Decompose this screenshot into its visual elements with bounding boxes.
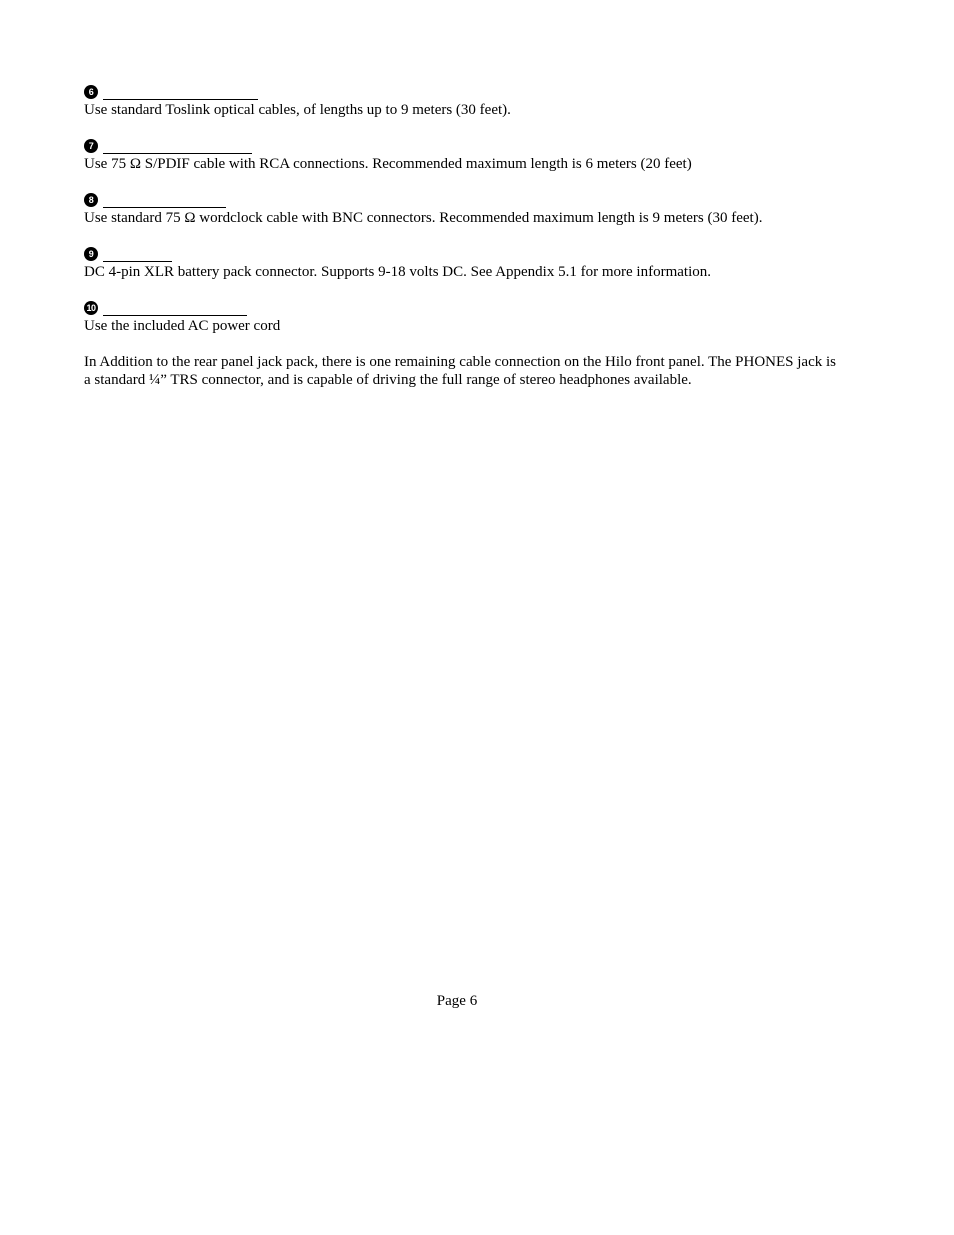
page-number: Page 6: [436, 993, 478, 1009]
section-heading: [84, 191, 844, 209]
circled-number-icon: 7: [84, 139, 98, 153]
section-item-6: [84, 83, 844, 119]
section-heading: [84, 137, 844, 155]
heading-underline: [103, 260, 172, 262]
circled-number-icon: 6: [84, 85, 98, 99]
section-description: Use standard Toslink optical cables, of lengths up to 9 meters (30 feet).: [84, 102, 511, 118]
heading-underline: [103, 98, 258, 100]
section-item-7: [84, 137, 844, 173]
heading-underline: [103, 152, 252, 154]
circled-number-icon: 9: [84, 247, 98, 261]
closing-paragraph: In Addition to the rear panel jack pack, there is one remaining cable connection on the Hilo front panel. The PHONES jack is a standard ¼” TRS connector, and is capable of driving the full range of stereo headphones available.: [84, 354, 836, 388]
section-description: Use standard 75 Ω wordclock cable with BNC connectors. Recommended maximum length is 9 meters (30 feet).: [84, 210, 763, 226]
circled-number-icon: 8: [84, 193, 98, 207]
document-body: [84, 83, 844, 389]
section-heading: [84, 299, 844, 317]
section-heading: [84, 245, 844, 263]
section-item-9: [84, 245, 844, 281]
section-description: Use 75 Ω S/PDIF cable with RCA connections. Recommended maximum length is 6 meters (20 feet): [84, 156, 692, 172]
heading-underline: [103, 206, 226, 208]
heading-underline: [103, 314, 247, 316]
section-description: Use the included AC power cord: [84, 318, 281, 334]
section-item-10: [84, 299, 844, 335]
section-heading: [84, 83, 844, 101]
section-description: DC 4-pin XLR battery pack connector. Supports 9-18 volts DC. See Appendix 5.1 for more information.: [84, 264, 711, 280]
circled-number-icon: 10: [84, 301, 98, 315]
section-item-8: [84, 191, 844, 227]
